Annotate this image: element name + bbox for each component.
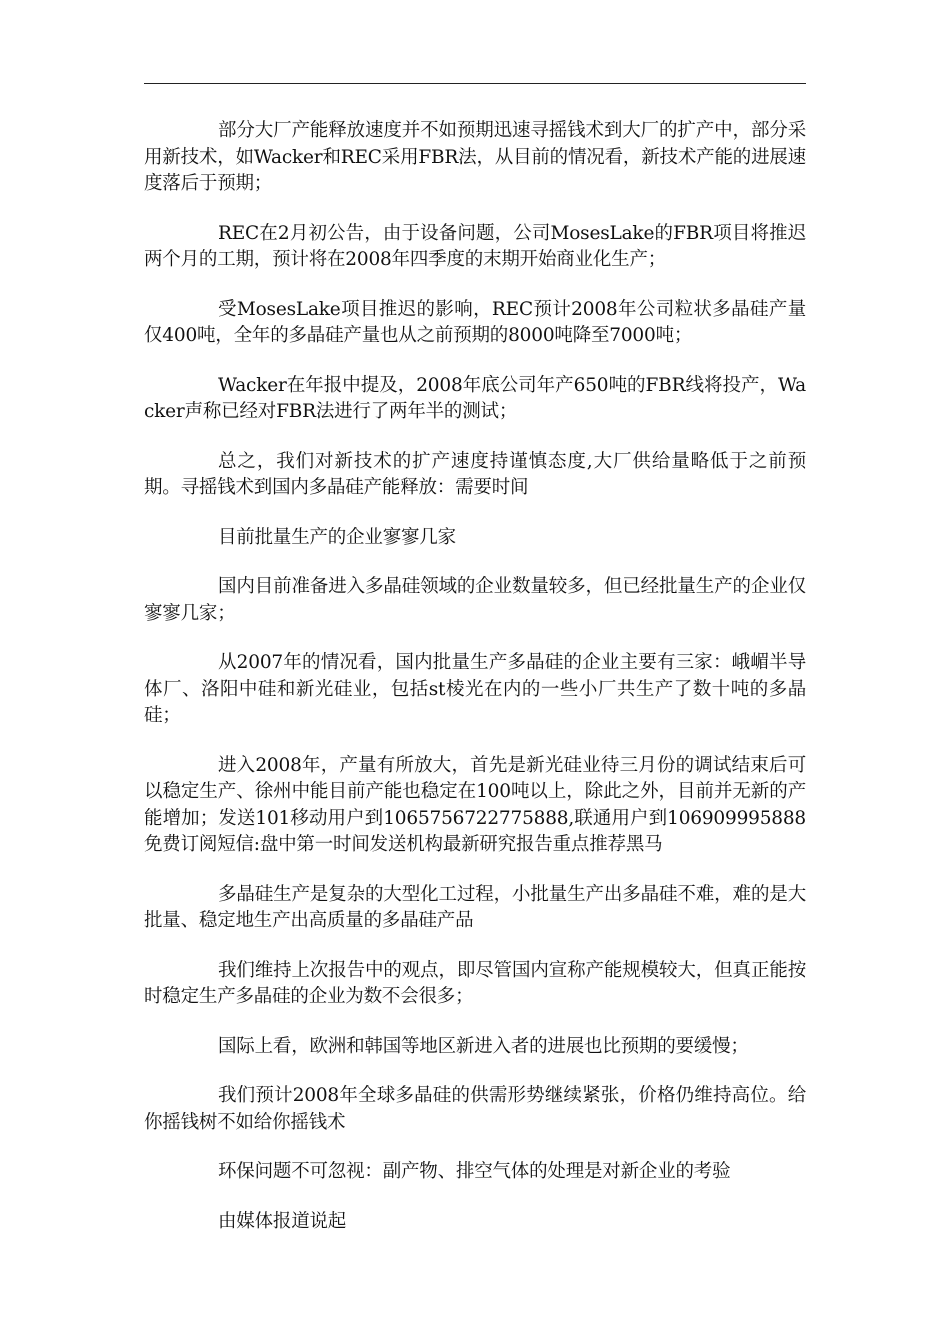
paragraph: 我们维持上次报告中的观点，即尽管国内宣称产能规模较大，但真正能按时稳定生产多晶硅的企业为数不会很多； [144, 959, 806, 1007]
section-heading: 目前批量生产的企业寥寥几家 [218, 526, 456, 548]
paragraph: 我们预计2008年全球多晶硅的供需形势继续紧张，价格仍维持高位。给你摇钱树不如给你摇钱术 [144, 1085, 806, 1133]
paragraph: 受MosesLake项目推迟的影响，REC预计2008年公司粒状多晶硅产量仅400吨，全年的多晶硅产量也从之前预期的8000吨降至7000吨； [144, 298, 806, 346]
paragraph: 进入2008年，产量有所放大，首先是新光硅业待三月份的调试结束后可以稳定生产、徐州中能目前产能也稳定在100吨以上，除此之外，目前并无新的产能增加；发送101移动用户到1065756722775888,联通用户到106909995888免费订阅短信:盘中第一时间发送机构最新研究报告重点推荐黑马 [144, 754, 806, 855]
paragraph: 总之，我们对新技术的扩产速度持谨慎态度,大厂供给量略低于之前预期。寻摇钱术到国内多晶硅产能释放：需要时间 [144, 450, 806, 498]
paragraph: 多晶硅生产是复杂的大型化工过程，小批量生产出多晶硅不难，难的是大批量、稳定地生产出高质量的多晶硅产品 [144, 883, 806, 931]
paragraph: 从2007年的情况看，国内批量生产多晶硅的企业主要有三家：峨嵋半导体厂、洛阳中硅和新光硅业，包括st棱光在内的一些小厂共生产了数十吨的多晶硅； [144, 652, 806, 726]
paragraph: Wacker在年报中提及，2008年底公司年产650吨的FBR线将投产，Wacker声称已经对FBR法进行了两年半的测试； [144, 374, 806, 422]
header-rule [144, 83, 806, 84]
paragraph: 国内目前准备进入多晶硅领域的企业数量较多，但已经批量生产的企业仅寥寥几家； [144, 576, 806, 624]
paragraph: 国际上看，欧洲和韩国等地区新进入者的进展也比预期的要缓慢； [218, 1035, 749, 1057]
paragraph: REC在2月初公告，由于设备问题，公司MosesLake的FBR项目将推迟两个月的工期，预计将在2008年四季度的末期开始商业化生产； [144, 222, 806, 270]
document-body [144, 118, 806, 1258]
section-heading: 由媒体报道说起 [218, 1210, 347, 1232]
section-heading: 环保问题不可忽视：副产物、排空气体的处理是对新企业的考验 [218, 1161, 731, 1182]
paragraph: 部分大厂产能释放速度并不如预期迅速寻摇钱术到大厂的扩产中，部分采用新技术，如Wacker和REC采用FBR法，从目前的情况看，新技术产能的进展速度落后于预期； [144, 120, 806, 194]
